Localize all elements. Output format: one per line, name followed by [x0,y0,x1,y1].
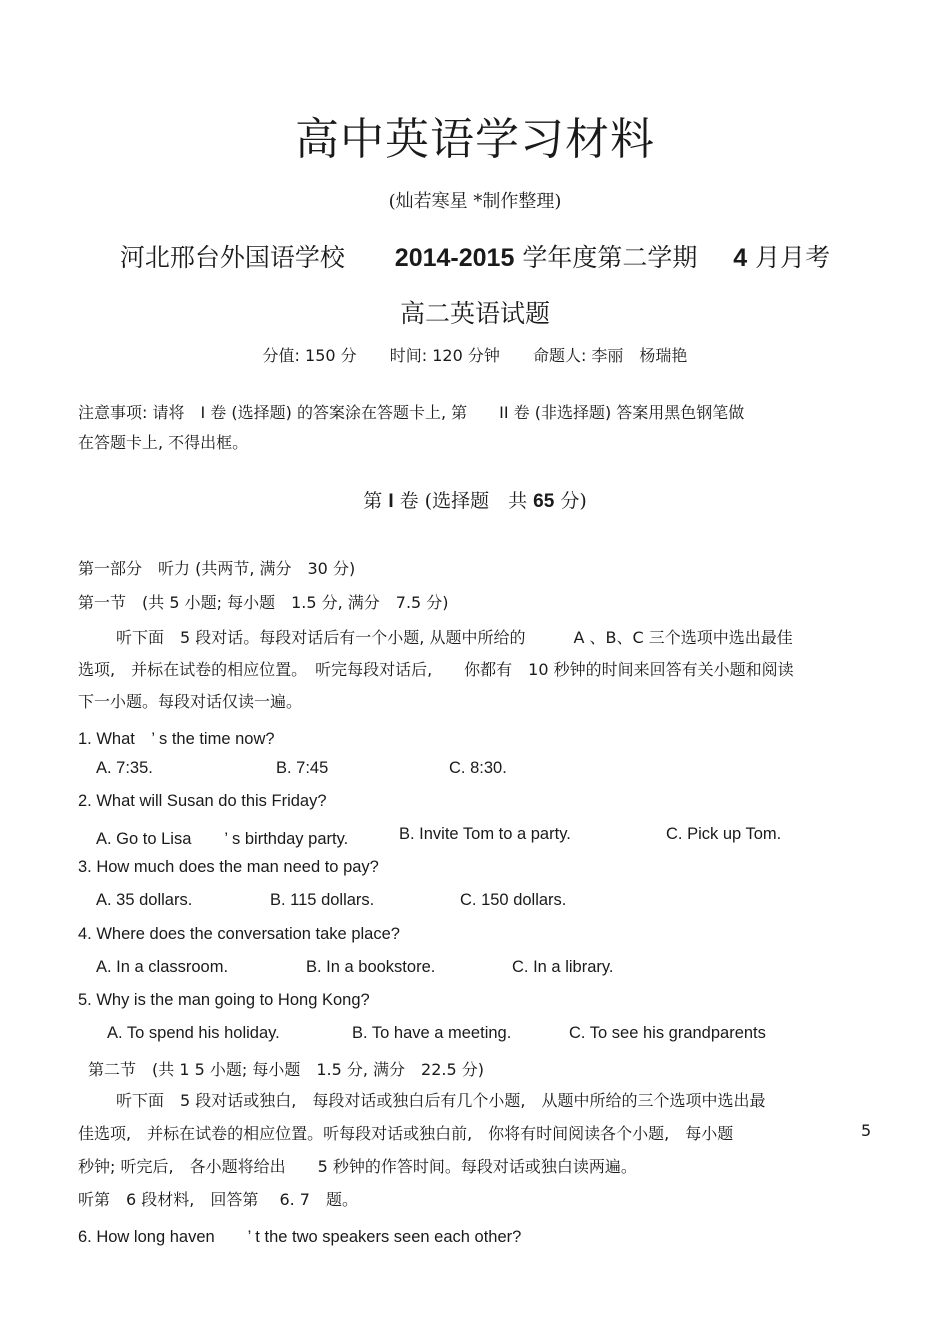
option-c: C. 8:30. [449,759,507,777]
question-1: 1. What ’ s the time now? [78,730,275,748]
question-5: 5. Why is the man going to Hong Kong? [78,991,370,1009]
option-a: A. In a classroom. [96,958,229,976]
volume-score: 65 [533,491,555,512]
option-c: C. To see his grandparents [569,1024,766,1042]
document-subtitle: (灿若寒星 *制作整理) [388,191,562,212]
option-a: A. Go to Lisa ’ s birthday party. [96,830,349,848]
volume-post: 分) [560,490,587,512]
option-c: C. Pick up Tom. [666,825,782,843]
notice-line-2: 在答题卡上, 不得出框。 [78,433,249,452]
section2-instruction-3: 秒钟; 听完后, 各小题将给出 5 秒钟的作答时间。每段对话或独白读两遍。 [78,1157,637,1176]
question-4: 4. Where does the conversation take place? [78,925,400,943]
section2-instruction-4: 听第 6 段材料, 回答第 6. 7 题。 [78,1190,358,1209]
option-b: B. Invite Tom to a party. [399,825,571,843]
exam-meta [0,343,950,366]
section2-instruction-2-number: 5 [861,1121,872,1140]
exam-score: 分值: 150 分 [262,346,357,365]
question-2: 2. What will Susan do this Friday? [78,792,327,810]
part1-heading: 第一部分 听力 (共两节, 满分 30 分) [78,559,356,578]
exam-authors: 命题人: 李丽 杨瑞艳 [532,346,688,365]
school-year: 2014-2015 [394,244,515,272]
section1-heading: 第一节 (共 5 小题; 每小题 1.5 分, 满分 7.5 分) [78,593,449,612]
exam-month: 4 [733,244,748,272]
option-a: A. 7:35. [96,759,153,777]
school-line [0,238,950,274]
notice-line-1: 注意事项: 请将 I 卷 (选择题) 的答案涂在答题卡上, 第 II 卷 (非选择题) 答案用黑色钢笔做 [78,403,745,422]
section2-instruction-2: 佳选项, 并标在试卷的相应位置。听每段对话或独白前, 你将有时间阅读各个小题, 每小题 [78,1124,734,1143]
exam-type: 月月考 [755,243,831,272]
option-b: B. 7:45 [276,759,329,777]
section1-instruction-2: 选项, 并标在试卷的相应位置。 听完每段对话后, 你都有 10 秒钟的时间来回答有关小题和阅读 [78,660,794,679]
section1-instruction-1: 听下面 5 段对话。每段对话后有一个小题, 从题中所给的 A 、B、C 三个选项中选出最佳 [116,628,793,647]
option-b: B. In a bookstore. [306,958,436,976]
question-6: 6. How long haven ’ t the two speakers seen each other? [78,1228,522,1246]
volume-num: I [388,491,394,512]
option-a: A. To spend his holiday. [107,1024,280,1042]
volume-pre: 第 [363,490,383,512]
question-3: 3. How much does the man need to pay? [78,858,379,876]
section1-instruction-3: 下一小题。每段对话仅读一遍。 [78,692,303,711]
section2-heading: 第二节 (共 1 5 小题; 每小题 1.5 分, 满分 22.5 分) [88,1060,484,1079]
option-c: C. In a library. [512,958,614,976]
option-c: C. 150 dollars. [460,891,567,909]
exam-time: 时间: 120 分钟 [389,346,500,365]
school-name: 河北邢台外国语学校 [119,243,345,272]
option-a: A. 35 dollars. [96,891,193,909]
option-b: B. To have a meeting. [352,1024,512,1042]
volume-mid: 卷 (选择题 共 [399,490,528,512]
exam-name: 高二英语试题 [399,299,550,328]
school-term: 学年度第二学期 [522,243,698,272]
volume-heading [0,486,950,513]
document-title: 高中英语学习材料 [295,114,655,165]
option-b: B. 115 dollars. [270,891,375,909]
section2-instruction-1: 听下面 5 段对话或独白, 每段对话或独白后有几个小题, 从题中所给的三个选项中选出最 [116,1091,766,1110]
